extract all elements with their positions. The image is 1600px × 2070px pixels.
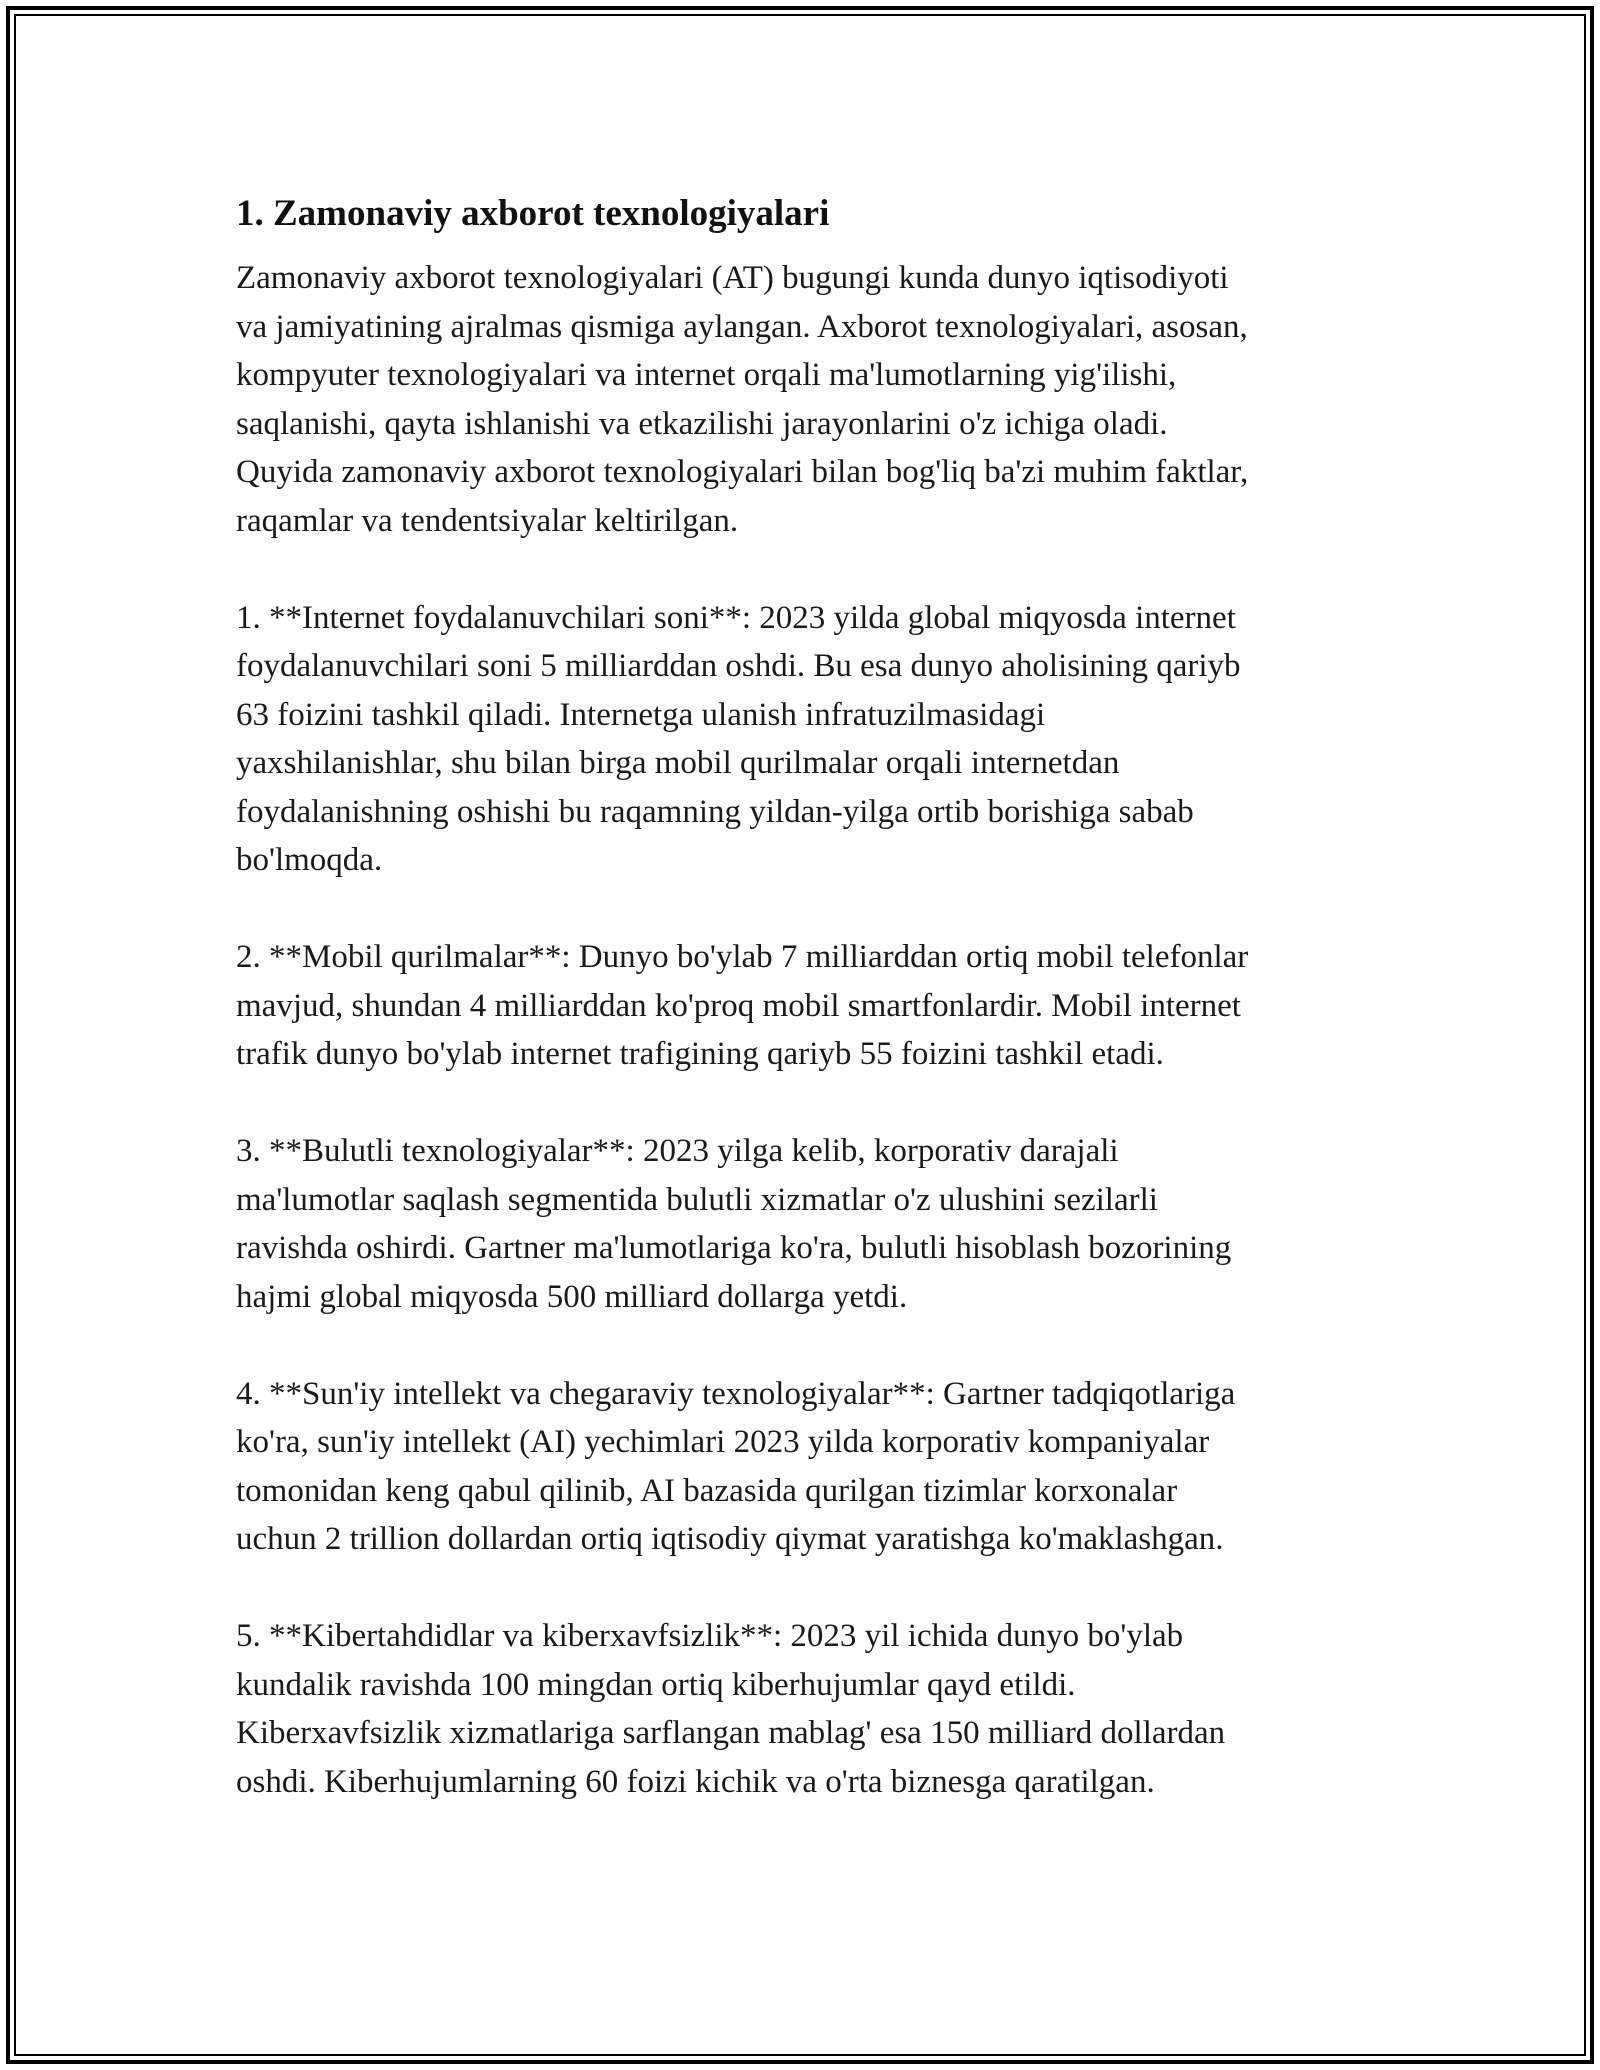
section-heading: 1. Zamonaviy axborot texnologiyalari — [236, 193, 830, 234]
fact-internet-users: 1. **Internet foydalanuvchilari soni**: 2023 yilda global miqyosda internet foydalanuvchilari soni 5 milliarddan oshdi. Bu esa dunyo aholisining qariyb 63 foizini tashkil qiladi. Internetga ulanish infratuzilmasidagi yaxshilanishlar, shu bilan birga mobil qurilmalar orqali internetdan foydalanishning oshishi bu raqamning yildan-yilga ortib borishiga sabab bo'lmoqda. — [236, 599, 1241, 878]
fact-cybersecurity: 5. **Kibertahdidlar va kiberxavfsizlik**: 2023 yil ichida dunyo bo'ylab kundalik ravishda 100 mingdan ortiq kiberhujumlar qayd etildi. Kiberxavfsizlik xizmatlariga sarflangan mablag' esa 150 milliard dollardan oshdi. Kiberhujumlarning 60 foizi kichik va o'rta biznesga qaratilgan. — [236, 1618, 1226, 1800]
fact-artificial-intelligence: 4. **Sun'iy intellekt va chegaraviy texnologiyalar**: Gartner tadqiqotlariga ko'ra, sun'iy intellekt (AI) yechimlari 2023 yilda korporativ kompaniyalar tomonidan keng qabul qilinib, AI bazasida qurilgan tizimlar korxonalar uchun 2 trillion dollardan ortiq iqtisodiy qiymat yaratishga ko'maklashgan. — [236, 1375, 1236, 1557]
fact-mobile-devices: 2. **Mobil qurilmalar**: Dunyo bo'ylab 7 milliarddan ortiq mobil telefonlar mavjud, shundan 4 milliarddan ko'proq mobil smartfonlardir. Mobil internet trafik dunyo bo'ylab internet trafigining qariyb 55 foizini tashkil etadi. — [236, 939, 1249, 1072]
intro-paragraph: Zamonaviy axborot texnologiyalari (AT) bugungi kunda dunyo iqtisodiyoti va jamiyatining ajralmas qismiga aylangan. Axborot texnologiyalari, asosan, kompyuter texnologiyalari va internet orqali ma'lumotlarning yig'ilishi, saqlanishi, qayta ishlanishi va etkazilishi jarayonlarini o'z ichiga oladi. Quyida zamonaviy axborot texnologiyalari bilan bog'liq ba'zi muhim faktlar, raqamlar va tendentsiyalar keltirilgan. — [236, 260, 1249, 539]
fact-cloud-technologies: 3. **Bulutli texnologiyalar**: 2023 yilga kelib, korporativ darajali ma'lumotlar saqlash segmentida bulutli xizmatlar o'z ulushini sezilarli ravishda oshirdi. Gartner ma'lumotlariga ko'ra, bulutli hisoblash bozorining hajmi global miqyosda 500 milliard dollarga yetdi. — [236, 1133, 1232, 1315]
document-body — [236, 186, 1376, 1855]
